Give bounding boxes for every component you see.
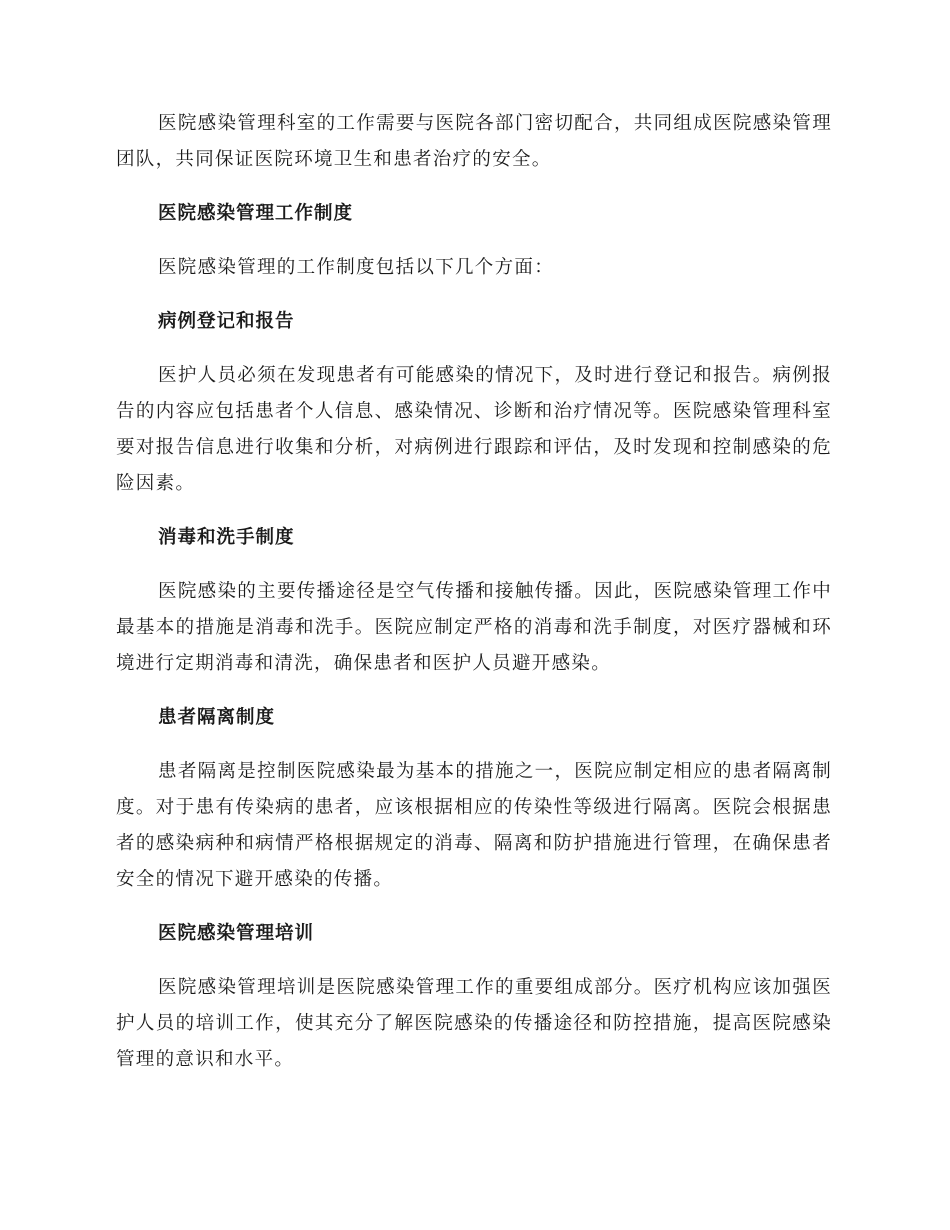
paragraph-team-cooperation: 医院感染管理科室的工作需要与医院各部门密切配合，共同组成医院感染管理团队，共同保证医院环境卫生和患者治疗的安全。 xyxy=(116,113,832,170)
paragraph-work-system-intro: 医院感染管理的工作制度包括以下几个方面： xyxy=(158,257,555,278)
heading-patient-isolation: 患者隔离制度 xyxy=(158,707,276,728)
document-content xyxy=(116,106,832,1078)
heading-work-system: 医院感染管理工作制度 xyxy=(158,203,354,224)
heading-disinfection-handwashing: 消毒和洗手制度 xyxy=(158,527,295,548)
paragraph-patient-isolation: 患者隔离是控制医院感染最为基本的措施之一，医院应制定相应的患者隔离制度。对于患有传染病的患者，应该根据相应的传染性等级进行隔离。医院会根据患者的感染病种和病情严格根据规定的消毒、隔离和防护措施进行管理，在确保患者安全的情况下避开感染的传播。 xyxy=(116,761,832,890)
heading-case-registration: 病例登记和报告 xyxy=(158,311,295,332)
paragraph-disinfection-handwashing: 医院感染的主要传播途径是空气传播和接触传播。因此，医院感染管理工作中最基本的措施是消毒和洗手。医院应制定严格的消毒和洗手制度，对医疗器械和环境进行定期消毒和清洗，确保患者和医护人员避开感染。 xyxy=(116,581,832,674)
heading-training: 医院感染管理培训 xyxy=(158,923,315,944)
paragraph-case-registration: 医护人员必须在发现患者有可能感染的情况下，及时进行登记和报告。病例报告的内容应包括患者个人信息、感染情况、诊断和治疗情况等。医院感染管理科室要对报告信息进行收集和分析，对病例进行跟踪和评估，及时发现和控制感染的危险因素。 xyxy=(116,365,832,494)
paragraph-training: 医院感染管理培训是医院感染管理工作的重要组成部分。医疗机构应该加强医护人员的培训工作，使其充分了解医院感染的传播途径和防控措施，提高医院感染管理的意识和水平。 xyxy=(116,977,832,1070)
